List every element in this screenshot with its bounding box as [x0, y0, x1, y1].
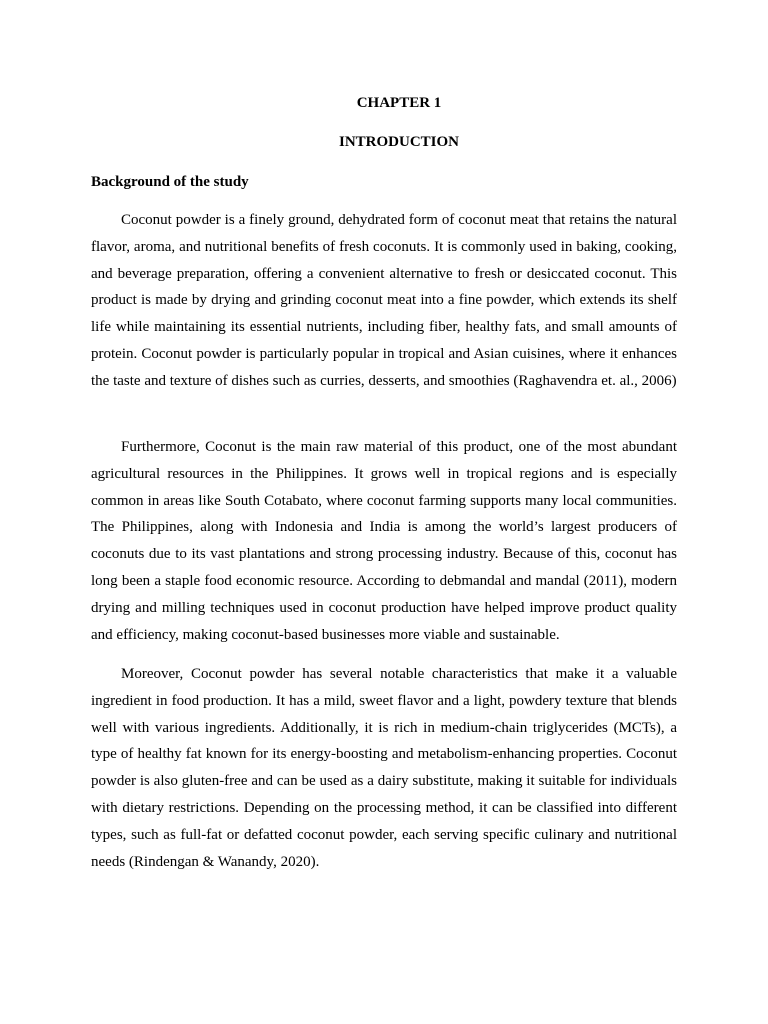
- chapter-title: CHAPTER 1: [356, 95, 442, 111]
- body-paragraph-1: Coconut powder is a finely ground, dehydrated form of coconut meat that retains the natural flavor, aroma, and nutritional benefits of fresh coconuts. It is commonly used in baking, cooking, and beverage preparation, offering a convenient alternative to fresh or desiccated coconut. This product is made by drying and grinding coconut meat into a fine powder, which extends its shelf life while maintaining its essential nutrients, including fiber, healthy fats, and small amounts of protein. Coconut powder is particularly popular in tropical and Asian cuisines, where it enhances the taste and texture of dishes such as curries, desserts, and smoothies (Raghavendra et. al., 2006): [91, 212, 677, 389]
- section-heading: Background of the study: [91, 174, 249, 190]
- body-paragraph-2: Furthermore, Coconut is the main raw material of this product, one of the most abundant agricultural resources in the Philippines. It grows well in tropical regions and is especially common in areas like South Cotabato, where coconut farming supports many local communities. The Philippines, along with Indonesia and India is among the world’s largest producers of coconuts due to its vast plantations and strong processing industry. Because of this, coconut has long been a staple food economic resource. According to debmandal and mandal (2011), modern drying and milling techniques used in coconut production have helped improve product quality and efficiency, making coconut-based businesses more viable and sustainable.: [91, 439, 677, 643]
- body-paragraph-3: Moreover, Coconut powder has several notable characteristics that make it a valuable ingredient in food production. It has a mild, sweet flavor and a light, powdery texture that blends well with various ingredients. Additionally, it is rich in medium-chain triglycerides (MCTs), a type of healthy fat known for its energy-boosting and metabolism-enhancing properties. Coconut powder is also gluten-free and can be used as a dairy substitute, making it suitable for individuals with dietary restrictions. Depending on the processing method, it can be classified into different types, such as full-fat or defatted coconut powder, each serving specific culinary and nutritional needs (Rindengan & Wanandy, 2020).: [91, 666, 677, 870]
- chapter-subtitle: INTRODUCTION: [338, 134, 459, 150]
